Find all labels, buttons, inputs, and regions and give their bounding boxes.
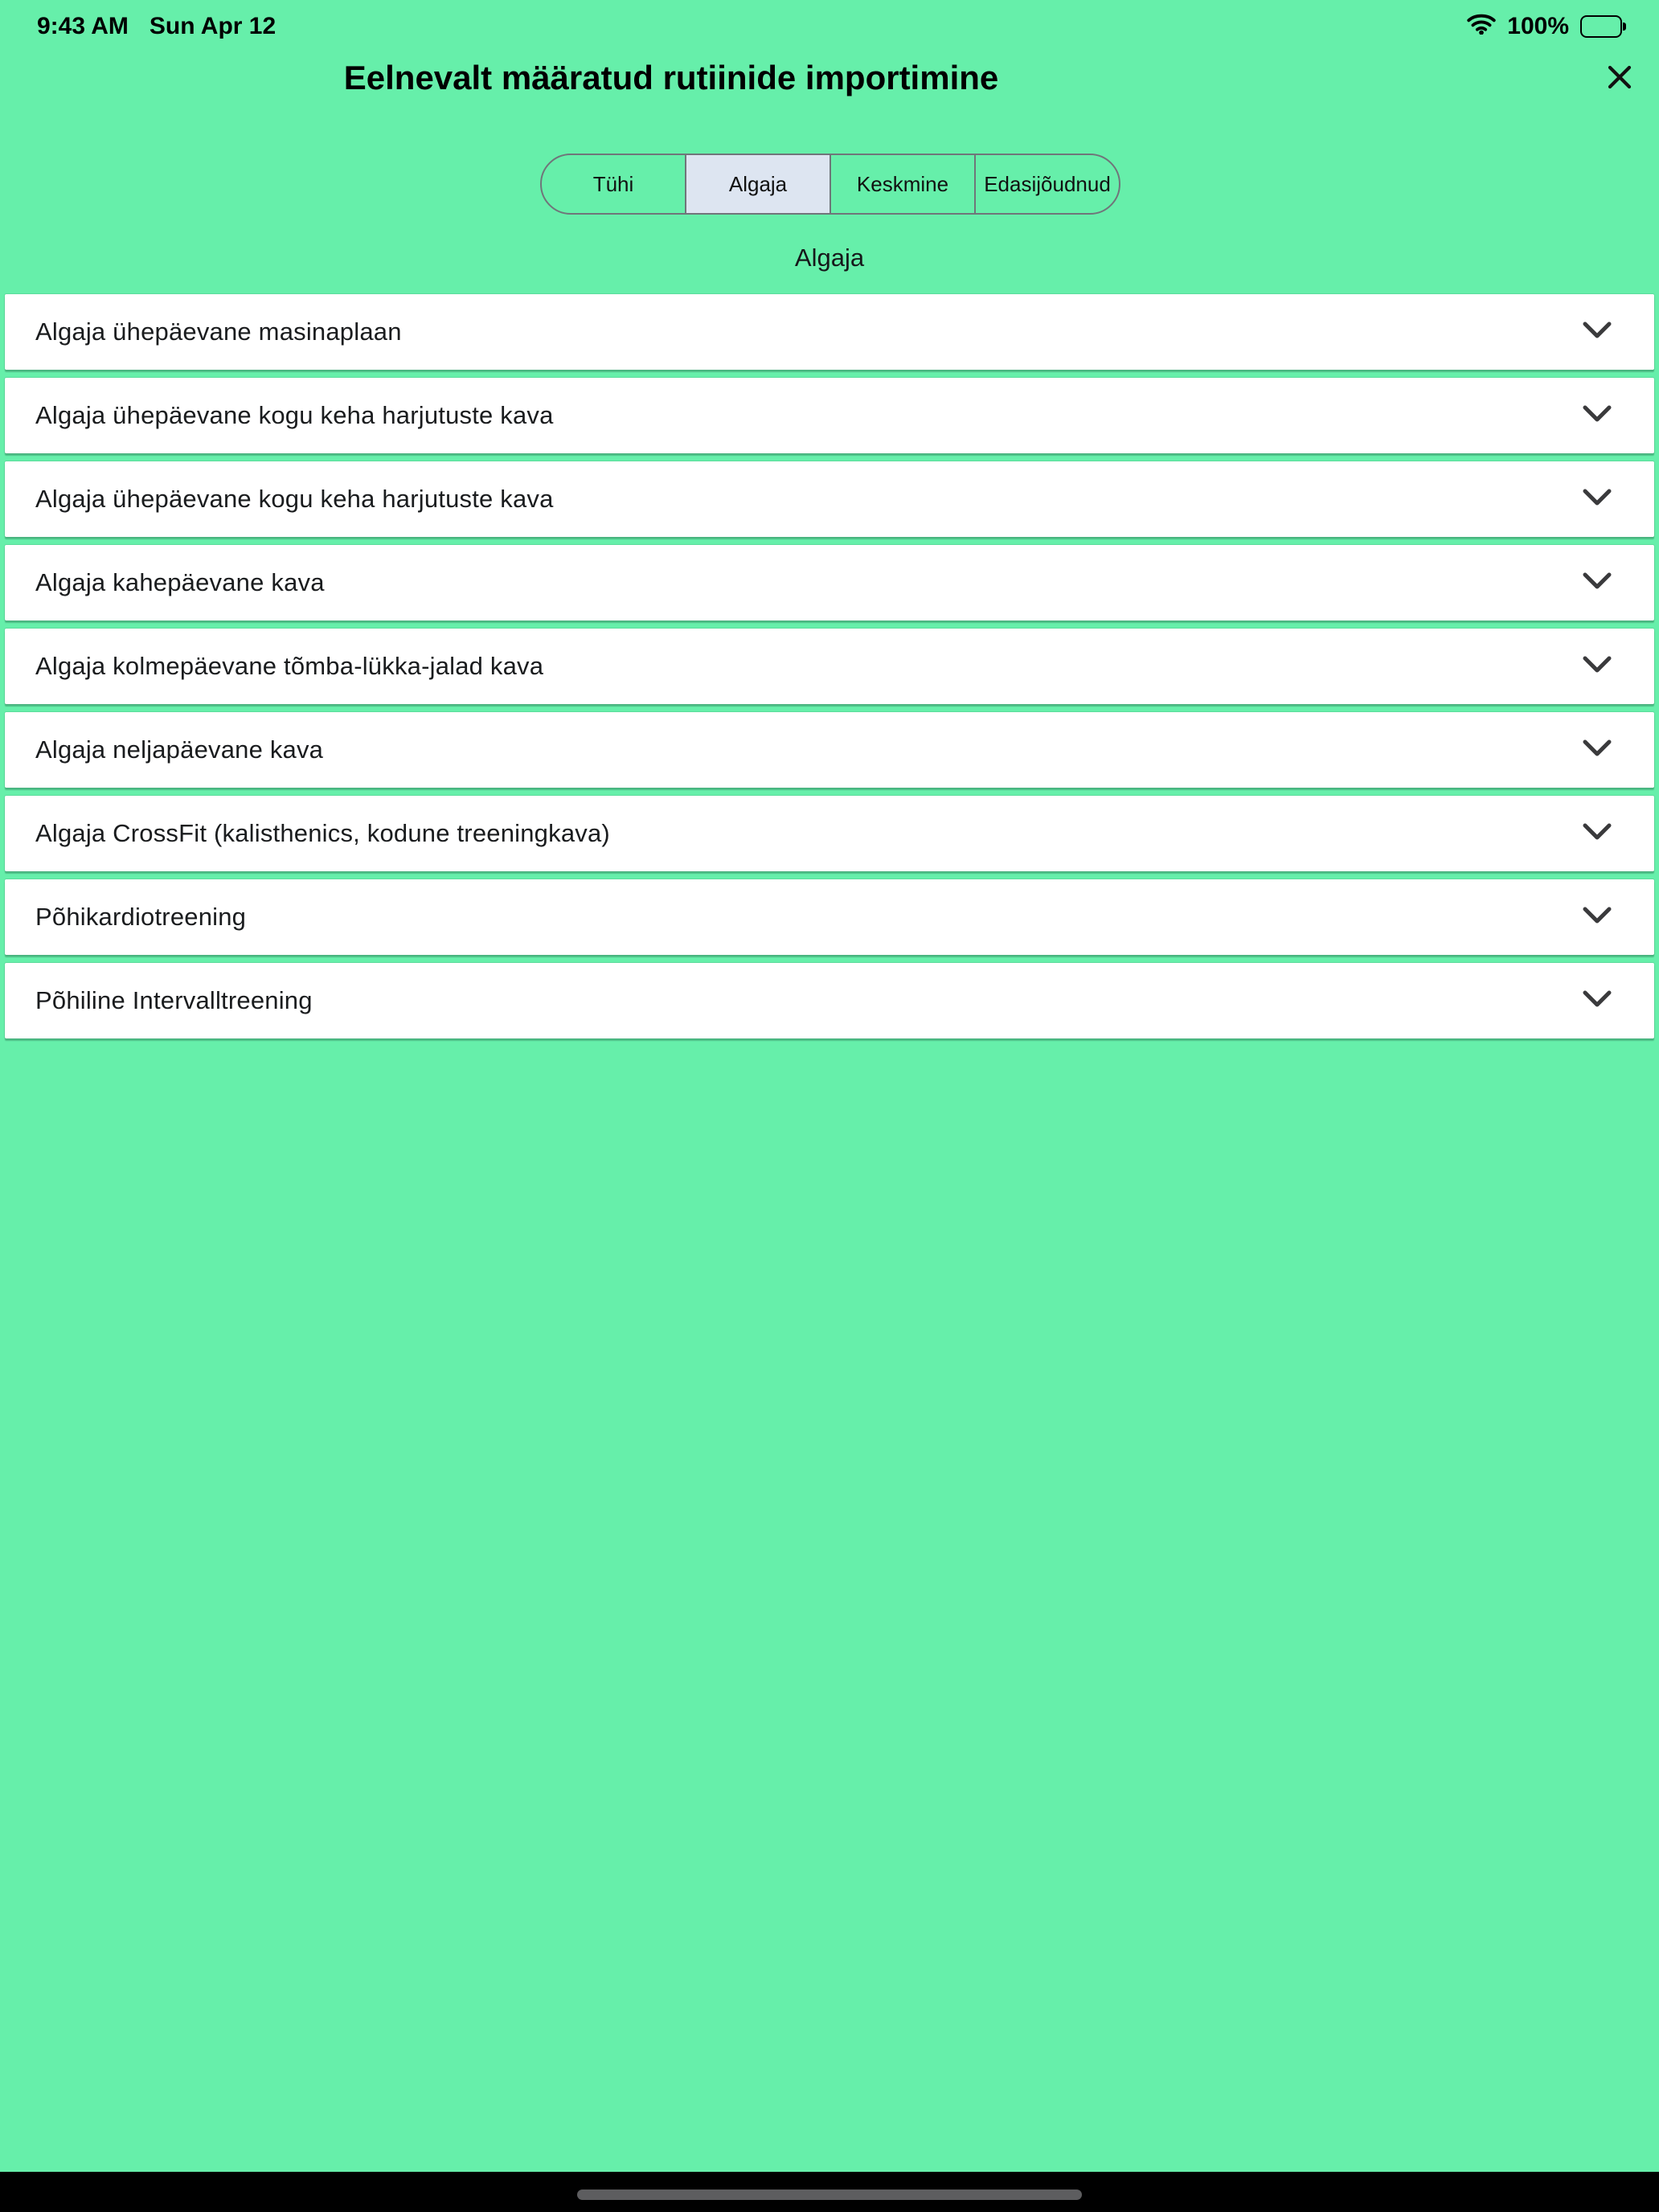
status-time: 9:43 AM — [37, 13, 129, 39]
page-title: Eelnevalt määratud rutiinide importimine — [343, 59, 999, 96]
routine-row[interactable] — [5, 963, 1654, 1038]
status-date: Sun Apr 12 — [149, 13, 276, 39]
status-bar — [0, 0, 1659, 45]
chevron-down-icon — [1580, 571, 1614, 596]
battery-cap — [1623, 23, 1626, 31]
wifi-icon — [1467, 13, 1496, 41]
status-bar-right — [1467, 13, 1622, 41]
section-label: Algaja — [794, 244, 865, 272]
chevron-down-icon — [1580, 403, 1614, 428]
home-indicator-bar[interactable] — [577, 2189, 1082, 2200]
routine-row[interactable] — [5, 712, 1654, 788]
routine-row[interactable] — [5, 879, 1654, 955]
home-bar — [0, 2172, 1659, 2212]
status-bar-left — [37, 13, 276, 40]
routine-label: Algaja kolmepäevane tõmba-lükka-jalad kava — [35, 652, 544, 680]
battery-percent: 100% — [1507, 13, 1569, 39]
chevron-down-icon — [1580, 487, 1614, 512]
chevron-down-icon — [1580, 738, 1614, 763]
chevron-down-icon — [1580, 905, 1614, 930]
routine-row[interactable] — [5, 629, 1654, 704]
routine-list — [5, 294, 1654, 1047]
chevron-down-icon — [1580, 320, 1614, 345]
segment-edasijoudnud[interactable]: Edasijõudnud — [984, 171, 1111, 196]
routine-label: Algaja neljapäevane kava — [35, 735, 324, 764]
chevron-down-icon — [1580, 989, 1614, 1014]
chevron-down-icon — [1580, 654, 1614, 679]
routine-row[interactable] — [5, 378, 1654, 453]
battery-icon — [1580, 15, 1622, 38]
routine-label: Algaja ühepäevane kogu keha harjutuste kava — [35, 485, 554, 513]
routine-row[interactable] — [5, 461, 1654, 537]
chevron-down-icon — [1580, 821, 1614, 846]
segment-keskmine[interactable]: Keskmine — [831, 155, 976, 213]
routine-label: Algaja CrossFit (kalisthenics, kodune treeningkava) — [35, 819, 610, 847]
level-segmented-control — [540, 154, 1120, 215]
routine-label: Algaja ühepäevane kogu keha harjutuste kava — [35, 401, 554, 429]
routine-row[interactable] — [5, 294, 1654, 370]
routine-label: Algaja kahepäevane kava — [35, 568, 325, 596]
routine-label: Algaja ühepäevane masinaplaan — [35, 317, 402, 346]
routine-label: Põhiline Intervalltreening — [35, 986, 313, 1014]
segment-tuhi[interactable]: Tühi — [542, 155, 686, 213]
routine-row[interactable] — [5, 545, 1654, 621]
segment-algaja[interactable]: Algaja — [686, 155, 831, 213]
routine-row[interactable] — [5, 796, 1654, 871]
routine-label: Põhikardiotreening — [35, 903, 247, 931]
x-mark-icon — [1604, 61, 1636, 96]
close-button[interactable] — [1601, 59, 1638, 96]
